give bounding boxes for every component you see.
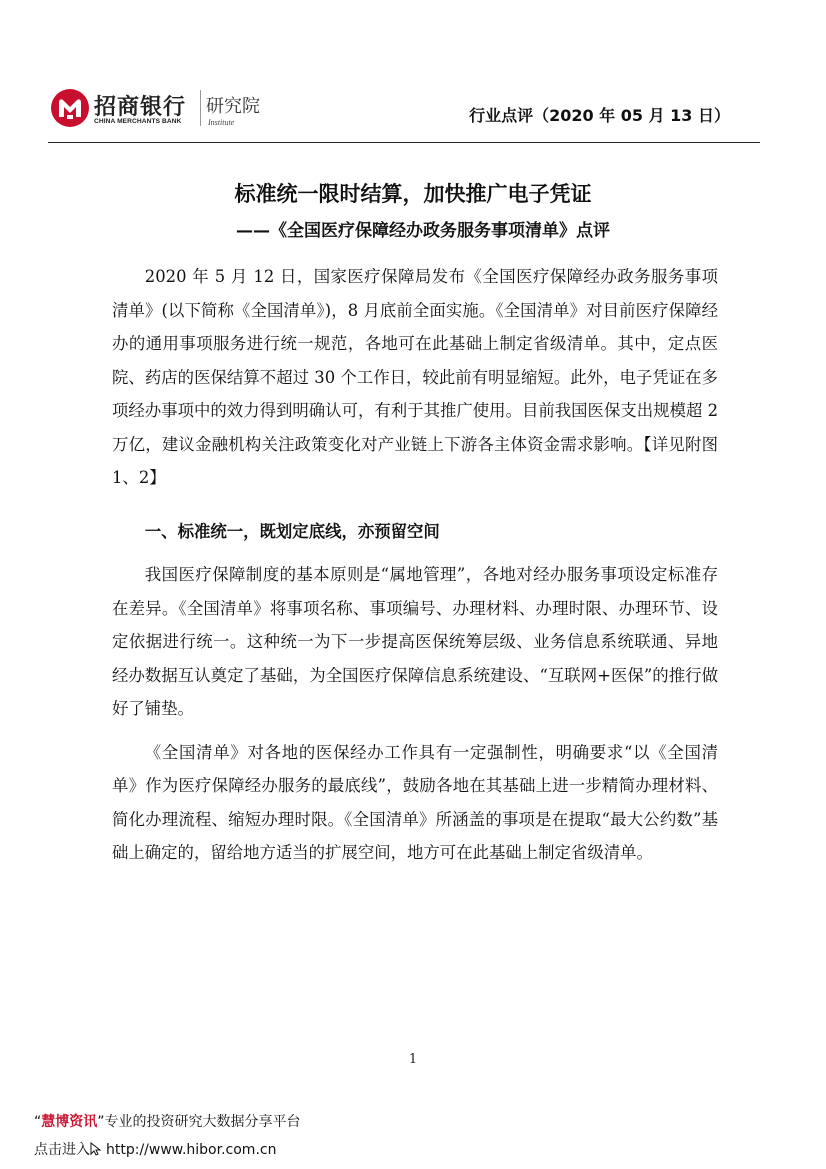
pointer-cursor-icon [90, 1142, 102, 1156]
footer-brand: 慧博资讯 [41, 1114, 98, 1130]
quote-open: “ [34, 1114, 42, 1130]
intro-paragraph: 2020 年 5 月 12 日，国家医疗保障局发布《全国医疗保障经办政务服务事项清单》(以下简称《全国清单》)，8 月底前全面实施。《全国清单》对目前医疗保障经办的通用事项服务进行统一规范，各地可在此基础上制定省级清单。其中，定点医院、药店的医保结算不超过 30 个工作日，较此前有明显缩短。此外，电子凭证在多项经办事项中的效力得到明确认可，有利于其推广使用。目前我国医保支出规模超 2 万亿，建议金融机构关注政策变化对产业链上下游各主体资金需求影响。【详见附图 1、2】 [112, 267, 718, 487]
footer-link-label[interactable]: 点击进入 [34, 1142, 90, 1158]
footer-watermark [34, 1108, 301, 1164]
footer-tagline: 专业的投资研究大数据分享平台 [104, 1114, 301, 1130]
document-body [112, 260, 718, 870]
section1-paragraph-2: 《全国清单》对各地的医保经办工作具有一定强制性，明确要求“以《全国清单》作为医疗保障经办服务的最底线”，鼓励各地在其基础上进一步精简办理材料、简化办理流程、缩短办理时限。《全国清单》所涵盖的事项是在提取“最大公约数”基础上确定的，留给地方适当的扩展空间，地方可在此基础上制定省级清单。 [112, 742, 718, 862]
document-subtitle: ——《全国医疗保障经办政务服务事项清单》点评 [236, 221, 610, 241]
cmb-logo-icon [50, 88, 90, 128]
section1-paragraph-1: 我国医疗保障制度的基本原则是“属地管理”，各地对经办服务事项设定标准存在差异。《全国清单》将事项名称、事项编号、办理材料、办理时限、办理环节、设定依据进行统一。这种统一为下一步提高医保统筹层级、业务信息系统联通、异地经办数据互认奠定了基础，为全国医疗保障信息系统建设、“互联网+医保”的推行做好了铺垫。 [112, 565, 718, 718]
document-title: 标准统一限时结算，加快推广电子凭证 [234, 182, 592, 206]
cmb-logo [50, 86, 282, 134]
logo-chinese-name: 招商银行 [94, 95, 187, 120]
section-heading-1: 一、标准统一，既划定底线，亦预留空间 [144, 521, 440, 541]
footer-link-line[interactable] [34, 1136, 301, 1164]
institute-name: 研究院 [206, 96, 260, 117]
report-type-date: 行业点评（2020 年 05 月 13 日） [469, 106, 730, 125]
logo-divider [200, 90, 201, 126]
header-divider [48, 142, 760, 143]
page-header [0, 0, 826, 148]
page-number: 1 [408, 1052, 418, 1067]
logo-english-name: CHINA MERCHANTS BANK [94, 118, 182, 125]
institute-english: Institute [208, 118, 235, 127]
quote-close: ” [97, 1114, 105, 1130]
footer-url-link[interactable]: http://www.hibor.com.cn [106, 1142, 277, 1158]
footer-tagline-line [34, 1108, 301, 1136]
